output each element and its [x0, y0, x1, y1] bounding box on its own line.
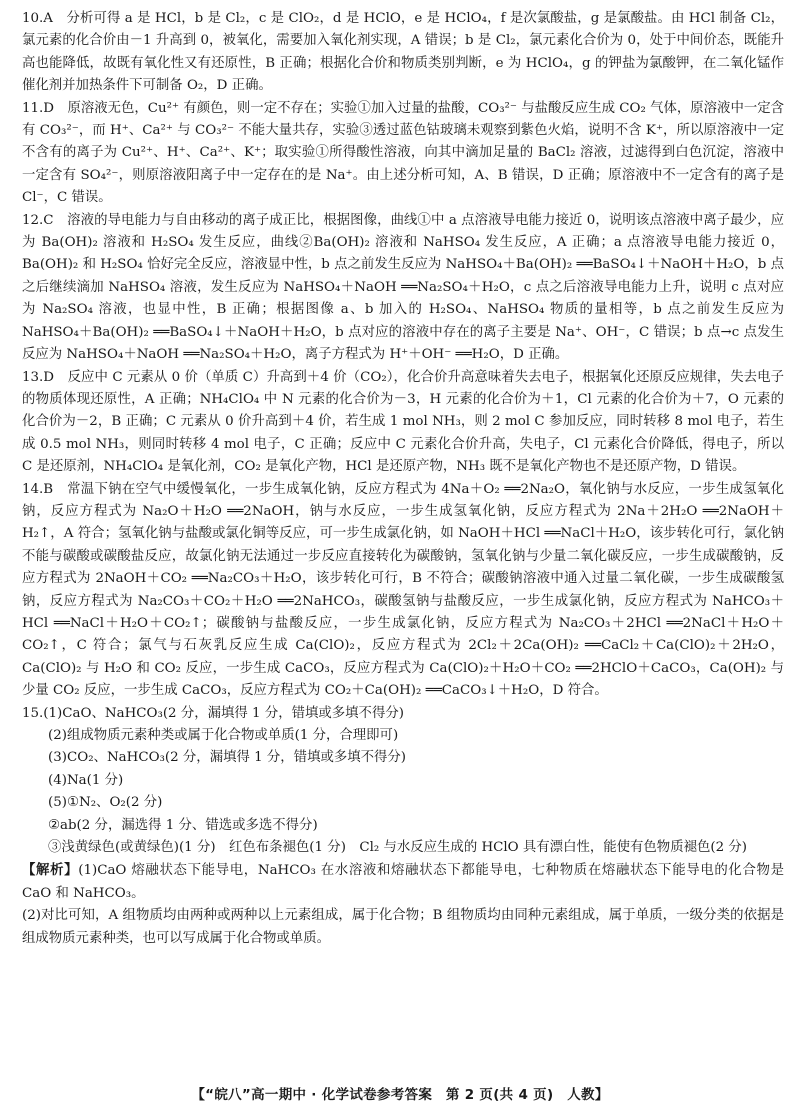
answer-10 [22, 8, 784, 98]
answer-13 [22, 367, 784, 479]
answer-15-line-5: (5)①N₂、O₂(2 分) [48, 795, 163, 811]
answer-15-line-4: (4)Na(1 分) [48, 772, 124, 788]
answer-12 [22, 210, 784, 367]
answer-15 [22, 703, 784, 725]
answer-page [22, 8, 784, 950]
answer-15-line-7: ③浅黄绿色(或黄绿色)(1 分) 红色布条褪色(1 分) Cl₂ 与水反应生成的 HClO 具有漂白性，能使有色物质褪色(2 分) [48, 840, 747, 856]
analysis-paragraph-2: (2)对比可知，A 组物质均由两种或两种以上元素组成，属于化合物；B 组物质均由同种元素组成，属于单质，一级分类的依据是组成物质元素种类，也可以写成属于化合物或单质。 [22, 908, 784, 946]
answer-number: 13.D [22, 369, 55, 385]
page-footer: 【“皖八”高一期中 · 化学试卷参考答案 第 2 页(共 4 页) 人教】 [191, 1087, 609, 1103]
answer-15-line-1: (1)CaO、NaHCO₃(2 分，漏填得 1 分，错填或多填不得分) [43, 705, 404, 721]
answer-number: 10.A [22, 11, 53, 26]
answer-number: 12.C [22, 212, 54, 228]
analysis-text-1: (1)CaO 熔融状态下能导电，NaHCO₃ 在水溶液和熔融状态下都能导电，七种物质在熔融状态下能导电的化合物是 CaO 和 NaHCO₃。 [22, 863, 784, 901]
answer-text: 原溶液无色，Cu²⁺ 有颜色，则一定不存在；实验①加入过量的盐酸，CO₃²⁻ 与盐酸反应生成 CO₂ 气体，原溶液中一定含有 CO₃²⁻，而 H⁺、Ca²⁺ 与 CO₃²⁻ 不能大量共存，实验③透过蓝色钴玻璃未观察到紫色火焰，说明不含 K⁺，所以原溶液中一定不含有的离子为 Cu²⁺、H⁺、Ca²⁺、K⁺；取实验①所得酸性溶液，向其中滴加足量的 BaCl₂ 溶液，过滤得到白色沉淀，溶液中一定含有 SO₄²⁻，则原溶液阳离子中一定存在的是 Na⁺。由上述分析可知，A、B 错误，D 正确；原溶液中不一定含有的离子是 Cl⁻，C 错误。 [22, 100, 785, 206]
answer-number: 14.B [22, 481, 54, 497]
answer-number: 11.D [22, 100, 55, 116]
answer-text: 溶液的导电能力与自由移动的离子成正比，根据图像，曲线①中 a 点溶液导电能力接近 0，说明该点溶液中离子最少，应为 Ba(OH)₂ 溶液和 H₂SO₄ 发生反应，曲线②Ba(OH)₂ 溶液和 NaHSO₄ 发生反应，A 正确；a 点溶液导电能力接近 0，Ba(OH)₂ 和 H₂SO₄ 恰好完全反应，溶液显中性，b 点之前发生反应为 NaHSO₄＋Ba(OH)₂ ══BaSO₄↓＋NaOH＋H₂O，b 点之后继续滴加 NaHSO₄ 溶液，发生反应为 NaHSO₄＋NaOH ══Na₂SO₄＋H₂O，c 点之后溶液导电能力上升，说明 c 点对应为 Na₂SO₄ 溶液，也显中性，B 正确；根据图像 a、b 加入的 H₂SO₄、NaHSO₄ 物质的量相等，b 点之前发生反应为 NaHSO₄＋Ba(OH)₂ ══BaSO₄↓＋NaOH＋H₂O，b 点对应的溶液中存在的离子主要是 Na⁺、OH⁻，C 错误；b 点→c 点发生反应为 NaHSO₄＋NaOH ══Na₂SO₄＋H₂O，离子方程式为 H⁺＋OH⁻ ══H₂O，D 正确。 [22, 212, 785, 363]
answer-15-line-3: (3)CO₂、NaHCO₃(2 分，漏填得 1 分，错填或多填不得分) [48, 750, 407, 766]
answer-text: 常温下钠在空气中缓慢氧化，一步生成氧化钠，反应方程式为 4Na＋O₂ ══2Na₂O，氧化钠与水反应，一步生成氢氧化钠，反应方程式为 Na₂O＋H₂O ══2NaOH，钠与水反应，一步生成氢氧化钠，反应方程式为 2Na＋2H₂O ══2NaOH＋H₂↑，A 符合；氢氧化钠与盐酸或氯化铜等反应，可一步生成氯化钠，如 NaOH＋HCl ══NaCl＋H₂O，该步转化可行，氯化钠不能与碳酸或碳酸盐反应，故氯化钠无法通过一步反应直接转化为碳酸钠，氢氧化钠与少量二氧化碳反应，一步生成碳酸钠，反应方程式为 2NaOH＋CO₂ ══Na₂CO₃＋H₂O，该步转化可行，B 不符合；碳酸钠溶液中通入过量二氧化碳，一步生成碳酸氢钠，反应方程式为 Na₂CO₃＋CO₂＋H₂O ══2NaHCO₃，碳酸氢钠与盐酸反应，一步生成氯化钠，反应方程式为 NaHCO₃＋HCl ══NaCl＋H₂O＋CO₂↑；碳酸钠与盐酸反应，一步生成氯化钠，反应方程式为 Na₂CO₃＋2HCl ══2NaCl＋H₂O＋CO₂↑，C 符合；氯气与石灰乳反应生成 Ca(ClO)₂，反应方程式为 2Cl₂＋2Ca(OH)₂ ══CaCl₂＋Ca(ClO)₂＋2H₂O，Ca(ClO)₂ 与 H₂O 和 CO₂ 反应，一步生成 CaCO₃，反应方程式为 Ca(ClO)₂＋H₂O＋CO₂ ══2HClO＋CaCO₃，Ca(OH)₂ 与少量 CO₂ 反应，一步生成 CaCO₃，反应方程式为 CO₂＋Ca(OH)₂ ══CaCO₃↓＋H₂O，D 符合。 [22, 481, 785, 699]
answer-text: 分析可得 a 是 HCl，b 是 Cl₂，c 是 ClO₂，d 是 HClO，e 是 HClO₄，f 是次氯酸盐，g 是氯酸盐。由 HCl 制备 Cl₂，氯元素的化合价由－1 升高到 0，被氧化，需要加入氧化剂实现，A 错误；b 是 Cl₂，氯元素化合价为 0，处于中间价态，既能升高也能降低，故既有氧化性又有还原性，B 正确；根据化合价和物质类别判断，e 为 HClO₄，g 的钾盐为氯酸钾，在二氧化锰作催化剂并加热条件下可制备 O₂，D 正确。 [22, 11, 785, 94]
answer-text: 反应中 C 元素从 0 价（单质 C）升高到＋4 价（CO₂），化合价升高意味着失去电子，根据氧化还原反应规律，失去电子的物质体现还原性，A 正确；NH₄ClO₄ 中 N 元素的化合价为－3，H 元素的化合价为＋1，Cl 元素的化合价为＋7，O 元素的化合价为－2，B 正确；C 元素从 0 价升高到＋4 价，若生成 1 mol NH₃，则 2 mol C 参加反应，同时转移 8 mol 电子，若生成 0.5 mol NH₃，则同时转移 4 mol 电子，C 正确；反应中 C 元素化合价升高，失电子，Cl 元素化合价降低，得电子，所以 C 是还原剂，NH₄ClO₄ 是氧化剂，CO₂ 是氧化产物，HCl 是还原产物，NH₃ 既不是氧化产物也不是还原产物，D 错误。 [22, 369, 784, 475]
answer-15-line-2: (2)组成物质元素种类或属于化合物或单质(1 分，合理即可) [48, 728, 399, 743]
answer-14 [22, 479, 784, 703]
analysis-tag: 【解析】 [22, 862, 79, 879]
analysis-paragraph-1 [22, 859, 784, 905]
answer-11 [22, 98, 784, 210]
answer-15-line-6: ②ab(2 分，漏选得 1 分、错选或多选不得分) [48, 817, 318, 833]
answer-number: 15. [22, 705, 44, 721]
